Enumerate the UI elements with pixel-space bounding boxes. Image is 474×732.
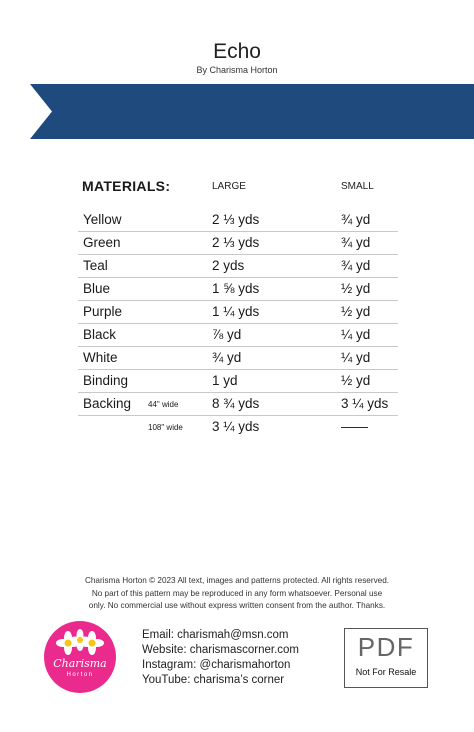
row-small: ¼ yd (341, 350, 371, 365)
pdf-not-for-resale-badge (344, 628, 428, 688)
row-small: ½ yd (341, 373, 371, 388)
contact-youtube[interactable]: YouTube: charisma’s corner (142, 674, 285, 686)
materials-table (78, 209, 398, 438)
column-small-header: SMALL (341, 181, 374, 192)
row-small: —— (341, 419, 368, 434)
contact-email[interactable]: Email: charismah@msn.com (142, 629, 289, 641)
table-row (78, 393, 398, 416)
row-large: 1 ⅝ yds (212, 281, 260, 296)
table-row (78, 255, 398, 278)
logo-sub-text: Horton (66, 672, 94, 678)
pattern-title: Echo (213, 40, 261, 63)
materials-heading: MATERIALS: (82, 178, 171, 194)
row-item: Blue (83, 281, 111, 296)
row-item: Black (83, 327, 117, 342)
not-for-resale-label: Not For Resale (355, 667, 417, 677)
row-large: 1 yd (212, 373, 238, 388)
row-item: Green (83, 235, 121, 250)
row-item: Binding (83, 373, 129, 388)
table-row (78, 416, 398, 438)
contact-website[interactable]: Website: charismascorner.com (142, 644, 300, 656)
banner-shape (30, 84, 474, 139)
row-large: 2 ⅓ yds (212, 235, 260, 250)
column-large-header: LARGE (212, 181, 246, 192)
row-small: ¾ yd (341, 258, 371, 273)
logo-script-text: Charisma (53, 657, 107, 670)
copyright-line: No part of this pattern may be reproduced in any form whatsoever. Personal use (91, 588, 383, 598)
row-large: 2 yds (212, 258, 245, 273)
row-large: 3 ¼ yds (212, 419, 260, 434)
table-row (78, 347, 398, 370)
table-row (78, 370, 398, 393)
row-item: Backing (83, 396, 132, 411)
row-small: 3 ¼ yds (341, 396, 389, 411)
table-row (78, 324, 398, 347)
table-row (78, 232, 398, 255)
table-row (78, 278, 398, 301)
copyright-line: only. No commercial use without express written consent from the author. Thanks. (88, 601, 386, 610)
row-large: ⅞ yd (212, 327, 242, 342)
copyright-notice (0, 575, 474, 613)
row-large: 2 ⅓ yds (212, 212, 260, 227)
pdf-label: PDF (357, 632, 415, 662)
row-item: Purple (83, 304, 123, 319)
table-row (78, 209, 398, 232)
row-note: 108" wide (148, 423, 183, 432)
row-small: ¼ yd (341, 327, 371, 342)
row-large: 8 ¾ yds (212, 396, 260, 411)
daisy-icon (44, 628, 116, 658)
row-large: 1 ¼ yds (212, 304, 260, 319)
pattern-byline: By Charisma Horton (196, 65, 278, 75)
row-small: ½ yd (341, 304, 371, 319)
row-small: ½ yd (341, 281, 371, 296)
table-row (78, 301, 398, 324)
row-large: ¾ yd (212, 350, 242, 365)
row-item: White (83, 350, 118, 365)
contact-instagram[interactable]: Instagram: @charismahorton (142, 659, 291, 671)
row-small: ¾ yd (341, 235, 371, 250)
banner-ribbon (30, 84, 474, 139)
row-note: 44" wide (148, 400, 179, 409)
row-item: Yellow (83, 212, 122, 227)
charisma-horton-logo (44, 621, 116, 693)
copyright-line: Charisma Horton © 2023 All text, images and patterns protected. All rights reserved. (84, 576, 390, 585)
row-small: ¾ yd (341, 212, 371, 227)
row-item: Teal (83, 258, 108, 273)
contact-info (142, 628, 299, 688)
